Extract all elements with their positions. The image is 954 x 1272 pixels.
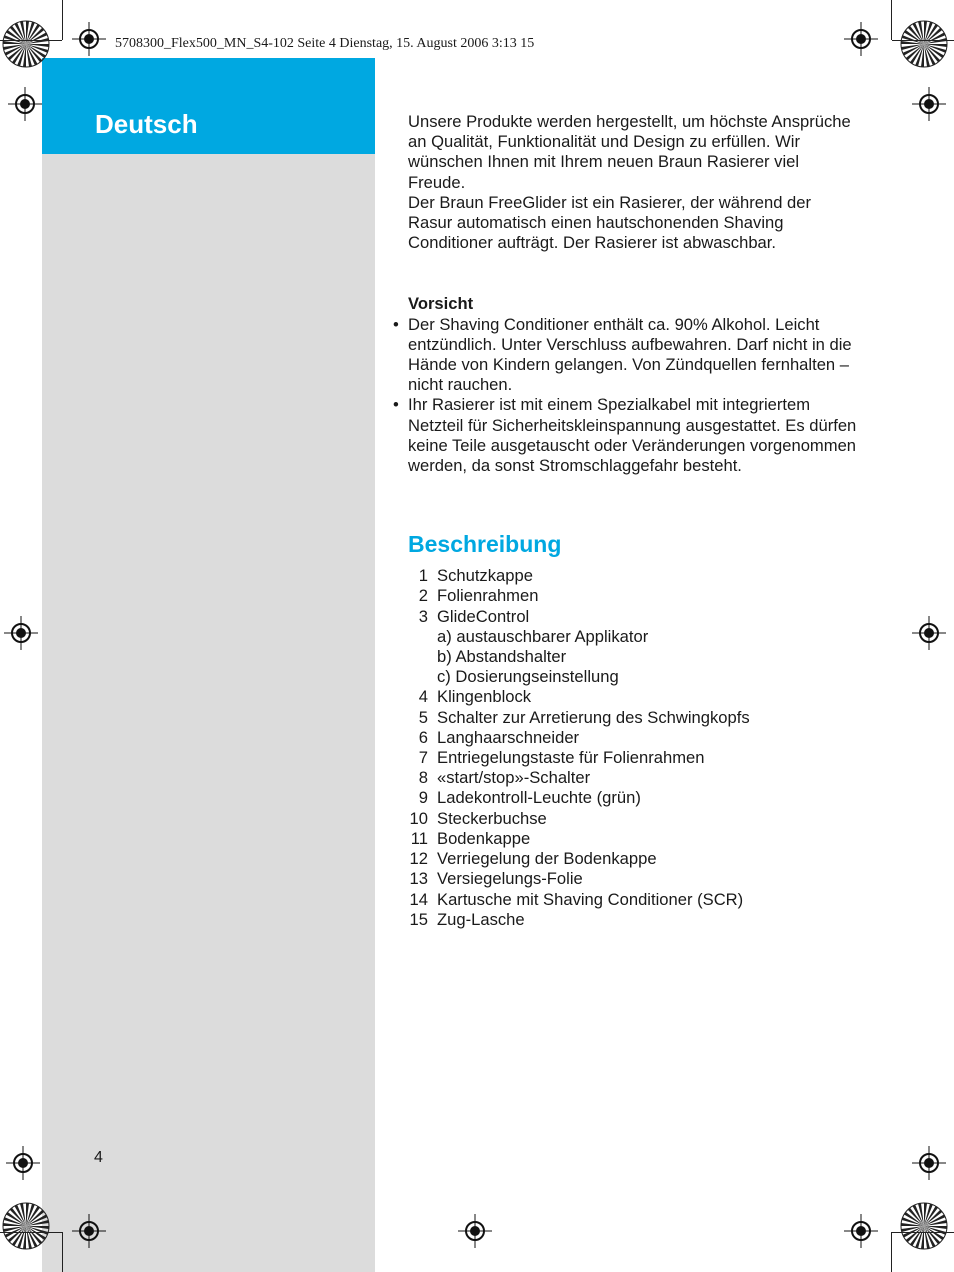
print-slug: 5708300_Flex500_MN_S4-102 Seite 4 Dienstag, 15. August 2006 3:13 15 — [115, 36, 535, 51]
language-header — [42, 58, 375, 154]
crop-line — [62, 1232, 63, 1272]
crop-line — [891, 0, 892, 40]
part-number: 12 — [409, 849, 428, 869]
parts-list — [408, 566, 858, 930]
registration-mark-icon — [8, 87, 42, 121]
list-item — [408, 809, 858, 829]
list-item — [408, 829, 858, 849]
part-label: Langhaarschneider — [437, 727, 580, 747]
subpart-item: b) Abstandshalter — [437, 647, 567, 667]
registration-mark-icon — [912, 616, 946, 650]
warning-list — [408, 315, 858, 477]
list-item — [408, 768, 858, 788]
list-item — [408, 687, 858, 707]
part-label: Bodenkappe — [437, 828, 531, 848]
list-item — [408, 708, 858, 728]
part-number: 8 — [418, 768, 428, 788]
part-number: 15 — [409, 909, 428, 929]
subpart-item: a) austauschbarer Applikator — [437, 626, 649, 646]
warning-item: • Der Shaving Conditioner enthält ca. 90% Alkohol. Leicht entzündlich. Unter Verschluss aufbewahren. Darf nicht in die Hände von Kindern gelangen. Von Zündquellen fernhalten – nicht rauchen. — [408, 315, 858, 396]
part-number: 2 — [418, 586, 428, 606]
list-item — [408, 890, 858, 910]
part-number: 6 — [418, 727, 428, 747]
list-item — [408, 910, 858, 930]
part-number: 7 — [418, 748, 428, 768]
page-number: 4 — [94, 1149, 103, 1166]
language-title: Deutsch — [95, 109, 198, 139]
list-item — [408, 849, 858, 869]
part-label: GlideControl — [437, 606, 530, 626]
part-label: Ladekontroll-Leuchte (grün) — [437, 788, 641, 808]
part-label: Klingenblock — [437, 687, 532, 707]
registration-mark-icon — [912, 87, 946, 121]
part-number: 3 — [418, 606, 428, 626]
warning-heading: Vorsicht — [408, 294, 474, 314]
registration-mark-icon — [844, 22, 878, 56]
registration-mark-icon — [72, 22, 106, 56]
part-number: 5 — [418, 707, 428, 727]
part-label: Folienrahmen — [437, 586, 539, 606]
registration-mark-icon — [844, 1214, 878, 1248]
part-number: 9 — [418, 788, 428, 808]
registration-mark-icon — [6, 1146, 40, 1180]
list-item — [408, 566, 858, 586]
list-item — [408, 869, 858, 889]
part-label: Verriegelung der Bodenkappe — [437, 849, 657, 869]
registration-mark-icon — [72, 1214, 106, 1248]
registration-mark-icon — [458, 1214, 492, 1248]
crop-line — [891, 1232, 892, 1272]
registration-mark-icon — [912, 1146, 946, 1180]
main-content — [408, 112, 858, 930]
part-label: Zug-Lasche — [437, 909, 525, 929]
warning-item: • Ihr Rasierer ist mit einem Spezialkabel mit integriertem Netzteil für Sicherheitskleinspannung ausgestattet. Es dürfen keine Teile ausgetauscht oder Veränderungen vorgenommen werden, da sonst Stromschlaggefahr besteht. — [408, 395, 858, 476]
part-number: 11 — [410, 828, 428, 848]
part-number: 1 — [418, 566, 428, 586]
part-label: Schutzkappe — [437, 566, 533, 586]
intro-paragraph-2: Der Braun FreeGlider ist ein Rasierer, der während der Rasur automatisch einen hautschonenden Shaving Conditioner aufträgt. Der Rasierer ist abwaschbar. — [408, 192, 812, 253]
description-title: Beschreibung — [408, 531, 562, 558]
part-label: «start/stop»-Schalter — [437, 768, 591, 788]
crop-line — [62, 0, 63, 40]
starburst-mark-icon — [900, 1202, 948, 1250]
list-item — [408, 728, 858, 748]
subpart-item: c) Dosierungseinstellung — [437, 667, 619, 687]
part-number: 4 — [418, 687, 428, 707]
part-number: 13 — [409, 869, 428, 889]
registration-mark-icon — [4, 616, 38, 650]
part-label: Schalter zur Arretierung des Schwingkopfs — [437, 707, 750, 727]
intro-paragraph-1: Unsere Produkte werden hergestellt, um höchste Ansprüche an Qualität, Funktionalität und Design zu erfüllen. Wir wünschen Ihnen mit Ihrem neuen Braun Rasierer viel Freude. — [408, 112, 851, 192]
starburst-mark-icon — [2, 20, 50, 68]
part-number: 14 — [409, 889, 428, 909]
list-item — [408, 607, 858, 627]
part-label: Kartusche mit Shaving Conditioner (SCR) — [437, 889, 744, 909]
part-number: 10 — [409, 808, 428, 828]
part-label: Entriegelungstaste für Folienrahmen — [437, 748, 705, 768]
list-item — [408, 788, 858, 808]
starburst-mark-icon — [2, 1202, 50, 1250]
part-label: Steckerbuchse — [437, 808, 547, 828]
list-item — [408, 586, 858, 606]
list-item — [408, 748, 858, 768]
sidebar-panel — [42, 58, 375, 1272]
starburst-mark-icon — [900, 20, 948, 68]
part-label: Versiegelungs-Folie — [437, 869, 583, 889]
